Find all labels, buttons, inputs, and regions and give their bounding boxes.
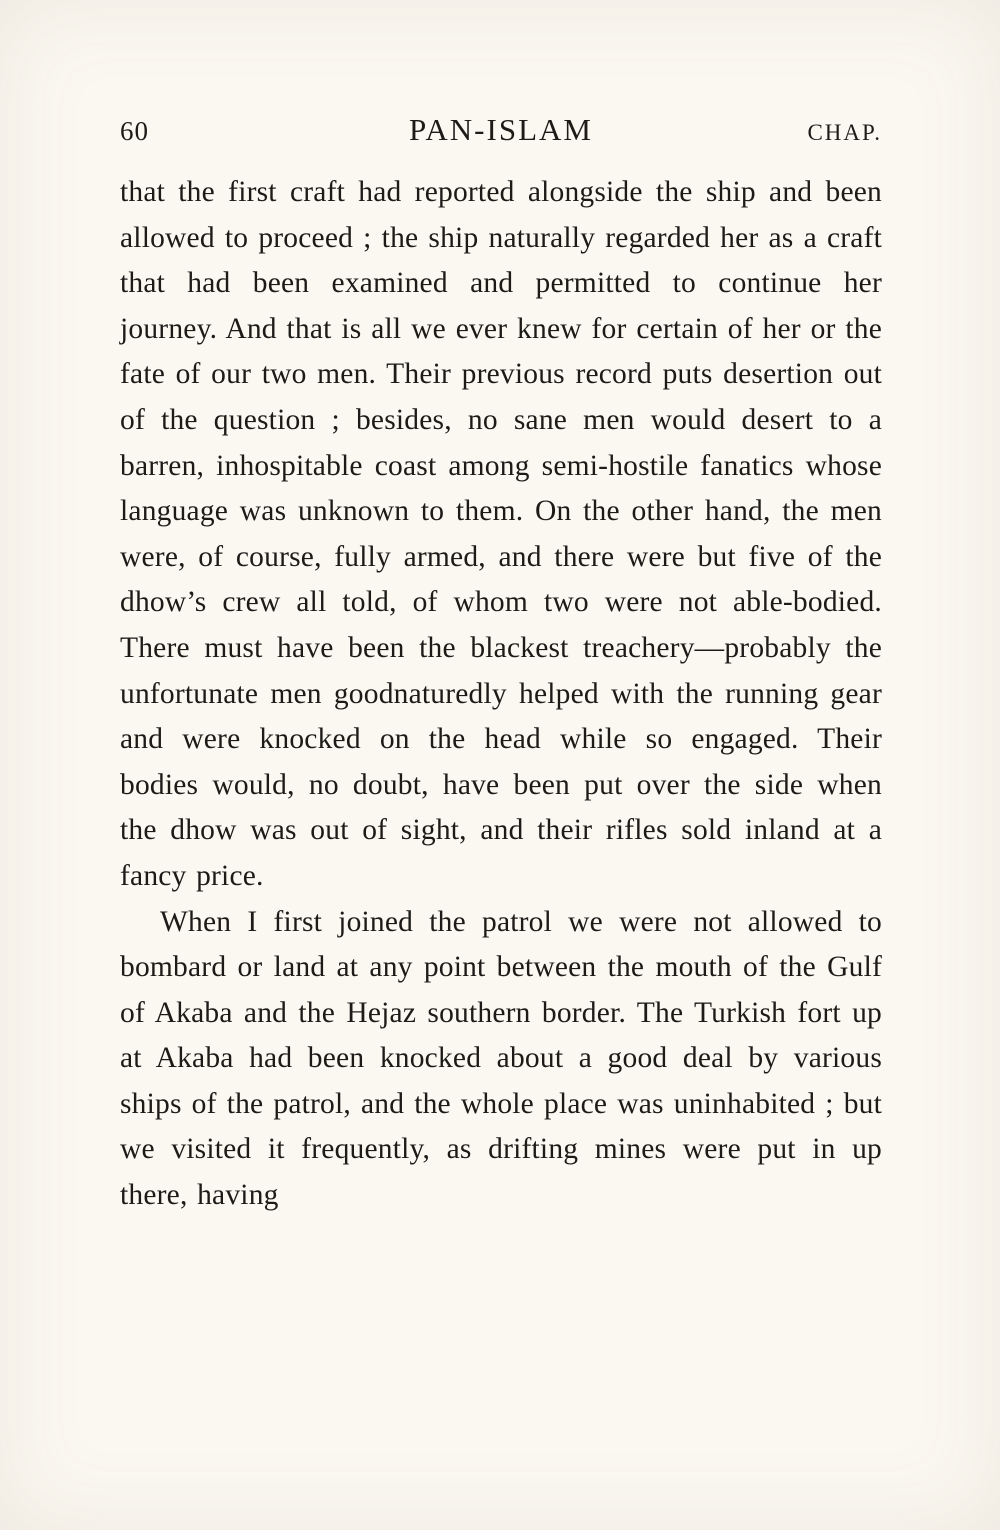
running-title: PAN-ISLAM xyxy=(409,112,593,147)
page-body xyxy=(120,170,882,1219)
page-header xyxy=(120,112,882,148)
paragraph-continuation: that the first craft had reported alongside the ship and been allowed to proceed ; the ship naturally regarded her as a craft that had been examined and permitted to continue her journey. And that is all we ever knew for certain of her or the fate of our two men. Their previous record puts desertion out of the question ; besides, no sane men would desert to a barren, inhospitable coast among semi-hostile fanatics whose language was unknown to them. On the other hand, the men were, of course, fully armed, and there were but five of the dhow’s crew all told, of whom two were not able-bodied. There must have been the blackest treachery—probably the unfortunate men goodnaturedly helped with the running gear and were knocked on the head while so engaged. Their bodies would, no doubt, have been put over the side when the dhow was out of sight, and their rifles sold inland at a fancy price. xyxy=(120,176,882,892)
chapter-label: CHAP. xyxy=(807,120,882,145)
page-number: 60 xyxy=(120,116,149,146)
paragraph: When I first joined the patrol we were not allowed to bombard or land at any point between the mouth of the Gulf of Akaba and the Hejaz southern border. The Turkish fort up at Akaba had been knocked about a good deal by various ships of the patrol, and the whole place was uninhabited ; but we visited it frequently, as drifting mines were put in up there, having xyxy=(120,905,882,1212)
